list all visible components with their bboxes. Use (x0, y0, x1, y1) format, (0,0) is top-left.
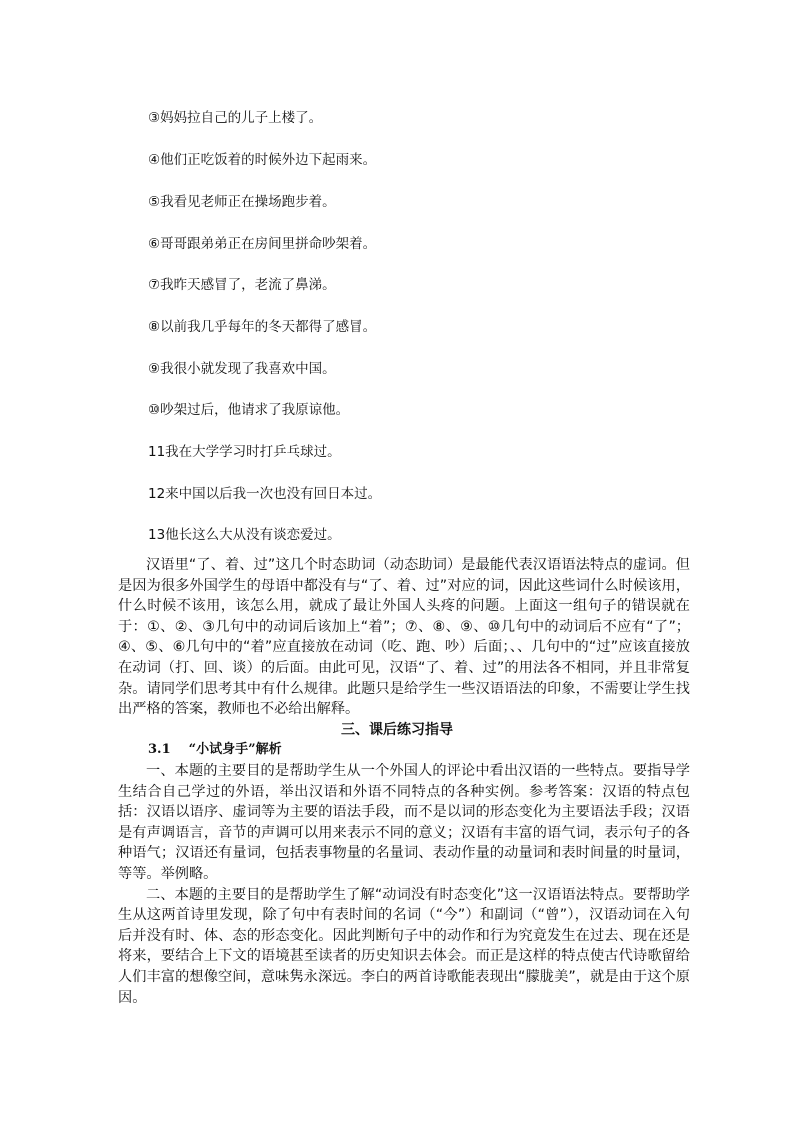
section-heading: 三、课后练习指导 (341, 722, 453, 738)
subsection-title: “小试身手”解析 (188, 742, 282, 757)
example-sentence-13: 13他长这么大从没有谈恋爱过。 (148, 527, 341, 543)
example-sentence-8: ⑧以前我几乎每年的冬天都得了感冒。 (148, 319, 377, 335)
example-sentence-4: ④他们正吃饭着的时候外边下起雨来。 (148, 152, 377, 168)
example-sentence-12: 12来中国以后我一次也没有回日本过。 (148, 486, 382, 502)
subsection-heading (148, 740, 282, 760)
example-sentence-6: ⑥哥哥跟弟弟正在房间里拼命吵架着。 (148, 236, 377, 252)
example-sentence-10: ⑩吵架过后，他请求了我原谅他。 (148, 402, 350, 418)
analysis-paragraph-block (118, 555, 690, 720)
analysis-paragraph: 汉语里“了、着、过”这几个时态助词（动态助词）是最能代表汉语语法特点的虚词。但是因为很多外国学生的母语中都没有与“了、着、过”对应的词，因此这些词什么时候该用，什么时候不该用，该怎么用，就成了最让外国人头疼的问题。上面这一组句子的错误就在于：①、②、③几句中的动词后该加上“着”；⑦、⑧、⑨、⑩几句中的动词后不应有“了”；④、⑤、⑥几句中的“着”应直接放在动词（吃、跑、吵）后面；、、几句中的“过”应该直接放在动词（打、回、谈）的后面。由此可见，汉语“了、着、过”的用法各不相同，并且非常复杂。请同学们思考其中有什么规律。此题只是给学生一些汉语语法的印象，不需要让学生找出严格的答案，教师也不必给出解释。 (118, 557, 690, 718)
example-sentence-5: ⑤我看见老师正在操场跑步着。 (148, 194, 336, 210)
answer-paragraph-2: 二、本题的主要目的是帮助学生了解“动词没有时态变化”这一汉语语法特点。要帮助学生从这两首诗里发现，除了句中有表时间的名词（“今”）和副词（“曾”），汉语动词在入句后并没有时、体、态的形态变化。因此判断句子中的动作和行为究竟发生在过去、现在还是将来，要结合上下文的语境甚至读者的历史知识去体会。而正是这样的特点使古代诗歌留给人们丰富的想像空间，意味隽永深远。李白的两首诗歌能表现出“朦胧美”，就是由于这个原因。 (118, 886, 690, 1006)
answer-paragraph-1: 一、本题的主要目的是帮助学生从一个外国人的评论中看出汉语的一些特点。要指导学生结合自己学过的外语，举出汉语和外语不同特点的各种实例。参考答案：汉语的特点包括：汉语以语序、虚词等为主要的语法手段，而不是以词的形态变化为主要语法手段；汉语是有声调语言，音节的声调可以用来表示不同的意义；汉语有丰富的语气词，表示句子的各种语气；汉语还有量词，包括表事物量的名量词、表动作量的动量词和表时间量的时量词，等等。举例略。 (118, 763, 690, 882)
example-sentence-3: ③妈妈拉自己的儿子上楼了。 (148, 110, 323, 126)
example-sentence-7: ⑦我昨天感冒了，老流了鼻涕。 (148, 277, 336, 293)
example-sentence-9: ⑨我很小就发现了我喜欢中国。 (148, 361, 336, 377)
example-sentence-11: 11我在大学学习时打乒乓球过。 (148, 444, 341, 460)
answer-paragraphs (118, 761, 690, 1008)
subsection-number: 3.1 (148, 742, 171, 757)
